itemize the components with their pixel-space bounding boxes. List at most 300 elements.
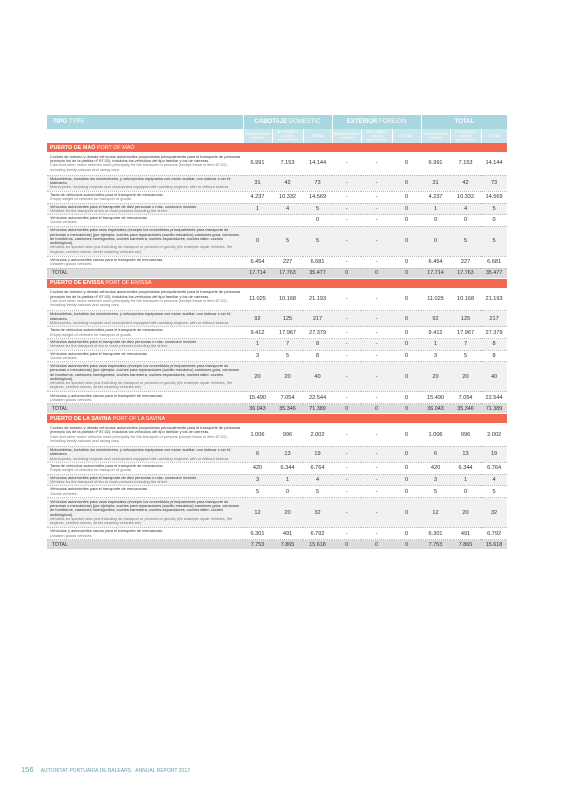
value-cell: 40 xyxy=(481,362,507,392)
value-cell: - xyxy=(332,339,361,351)
subheader-loaded: EMBARCADAS LOADED xyxy=(332,129,361,143)
value-cell: 1 xyxy=(450,474,481,486)
category-name-en: Cars and other motor vehicles used principally for the transport of persons (except those in item 87.02) including family saloons and racing cars. xyxy=(50,297,227,308)
table-row xyxy=(47,339,507,351)
vehicle-traffic-table xyxy=(47,115,507,549)
value-cell: - xyxy=(361,392,392,404)
value-cell: 0 xyxy=(392,288,421,311)
value-cell: 6.344 xyxy=(272,462,303,474)
category-description xyxy=(47,350,243,362)
category-name-es: Vehículos automóviles para el transporte de mercancías. xyxy=(50,486,148,492)
category-name-en: Goods vehicles. xyxy=(50,490,78,496)
category-name-en: Vehicles for the transport of ten or more persons including the driver. xyxy=(50,479,168,485)
table-row xyxy=(47,327,507,339)
group-domestic-es: CABOTAJE xyxy=(254,119,288,125)
type-header-es: TIPO xyxy=(53,119,68,125)
value-cell: 11.025 xyxy=(243,288,272,311)
section-title xyxy=(47,143,507,152)
value-cell: 491 xyxy=(272,528,303,540)
value-cell: 6.344 xyxy=(450,462,481,474)
value-cell: 5 xyxy=(450,350,481,362)
value-cell: 42 xyxy=(450,175,481,191)
category-name-es: Taras de vehículos automóviles para el transporte de mercancías. xyxy=(50,327,164,333)
category-name-en: Cars and other motor vehicles used principally for the transport of persons (except those in item 87.02) including family saloons and racing cars. xyxy=(50,162,227,172)
category-description xyxy=(47,256,243,268)
header-row xyxy=(47,115,507,129)
category-description xyxy=(47,191,243,203)
value-cell: 420 xyxy=(421,462,450,474)
value-cell: 0 xyxy=(392,362,421,392)
section-header-row xyxy=(47,414,507,423)
value-cell: 6 xyxy=(243,446,272,462)
value-cell: - xyxy=(361,191,392,203)
value-cell: 0 xyxy=(243,226,272,256)
value-cell: - xyxy=(361,486,392,498)
category-name-en: Vehicles for special uses (not including for transport or persons or goods) (for example repair vehicles, fire engines, cement mixers, street cleaning vehicles etc) xyxy=(50,515,233,526)
value-cell: 9.412 xyxy=(243,327,272,339)
value-cell: 32 xyxy=(481,498,507,528)
value-cell: 4 xyxy=(450,203,481,215)
value-cell: - xyxy=(332,462,361,474)
value-cell: 420 xyxy=(243,462,272,474)
table-row xyxy=(47,175,507,191)
category-description xyxy=(47,288,243,311)
value-cell: 20 xyxy=(421,362,450,392)
value-cell: 6.792 xyxy=(303,528,332,540)
total-value-cell: 0 xyxy=(332,404,361,414)
value-cell: 4.237 xyxy=(243,191,272,203)
value-cell: 31 xyxy=(421,175,450,191)
vehicle-traffic-table-sheet xyxy=(47,115,507,549)
category-description xyxy=(47,362,243,392)
value-cell: - xyxy=(332,215,361,227)
value-cell: - xyxy=(361,288,392,311)
value-cell: 6.454 xyxy=(243,256,272,268)
total-value-cell: 17.714 xyxy=(421,268,450,278)
value-cell: 8 xyxy=(481,339,507,351)
category-name-es: Vehículos y automóviles vacíos para el transporte de mercancías. xyxy=(50,392,164,398)
value-cell: 5 xyxy=(272,226,303,256)
value-cell: - xyxy=(361,226,392,256)
category-name-en: Unladen goods vehicles. xyxy=(50,396,93,402)
subheader-total: TOTAL xyxy=(481,129,507,143)
value-cell: 491 xyxy=(450,528,481,540)
category-name-es: Vehículos y automóviles vacíos para el transporte de mercancías. xyxy=(50,528,164,534)
value-cell: 0 xyxy=(392,392,421,404)
value-cell: 0 xyxy=(392,152,421,175)
footer-separator: · xyxy=(132,768,135,774)
table-row xyxy=(47,462,507,474)
category-name-en: Goods vehicles. xyxy=(50,219,78,225)
total-value-cell: 15.618 xyxy=(481,540,507,550)
section-title xyxy=(47,279,507,288)
value-cell: 10.332 xyxy=(450,191,481,203)
value-cell: 92 xyxy=(421,311,450,327)
category-name-es: Vehículos y automóviles vacíos para el transporte de mercancías. xyxy=(50,256,164,262)
value-cell: 0 xyxy=(392,339,421,351)
table-row xyxy=(47,498,507,528)
category-name-es: Motocicletas, incluidos los ciclomotores, y velocípedos equipados con motor auxiliar, con sidecar o sin él; sidecares. xyxy=(50,175,232,185)
value-cell: 10.168 xyxy=(450,288,481,311)
section-name-en: PORT OF MAÓ xyxy=(96,144,135,151)
category-description xyxy=(47,392,243,404)
value-cell: 8 xyxy=(303,339,332,351)
value-cell: 125 xyxy=(450,311,481,327)
category-name-es: Taras de vehículos automóviles para el transporte de mercancías. xyxy=(50,191,164,197)
category-description xyxy=(47,215,243,227)
section-name-es: PUERTO DE EIVISSA xyxy=(50,280,104,287)
total-row xyxy=(47,540,507,550)
value-cell: 0 xyxy=(450,215,481,227)
value-cell: 996 xyxy=(272,423,303,446)
category-description xyxy=(47,474,243,486)
total-value-cell: 0 xyxy=(392,268,421,278)
value-cell: 73 xyxy=(481,175,507,191)
subheader-loaded: EMBARCADAS LOADED xyxy=(243,129,272,143)
value-cell: 217 xyxy=(481,311,507,327)
value-cell: 5 xyxy=(481,203,507,215)
category-name-es: Coches de turismo y demás vehículos automóviles proyectados principalmente para el transporte de personas (excepto los de la partida nº 87.02), incluidos los vehículos del tipo familiar y los de carreras. xyxy=(50,425,241,435)
total-value-cell: 0 xyxy=(332,268,361,278)
total-value-cell: 35.477 xyxy=(481,268,507,278)
value-cell: 217 xyxy=(303,311,332,327)
value-cell: 0 xyxy=(392,256,421,268)
value-cell: 0 xyxy=(392,203,421,215)
value-cell: 13 xyxy=(450,446,481,462)
total-value-cell: 15.618 xyxy=(303,540,332,550)
value-cell: - xyxy=(332,486,361,498)
table-row xyxy=(47,362,507,392)
value-cell: - xyxy=(332,152,361,175)
value-cell: 17.967 xyxy=(272,327,303,339)
value-cell: - xyxy=(332,350,361,362)
value-cell: 0 xyxy=(392,191,421,203)
value-cell: 14.144 xyxy=(481,152,507,175)
value-cell: - xyxy=(361,215,392,227)
category-name-es: Vehículos automóviles para el transporte de mercancías. xyxy=(50,215,148,221)
value-cell: - xyxy=(332,191,361,203)
value-cell: 6.792 xyxy=(481,528,507,540)
category-description xyxy=(47,498,243,528)
value-cell: 7.153 xyxy=(450,152,481,175)
value-cell: 13 xyxy=(272,446,303,462)
table-row xyxy=(47,288,507,311)
value-cell: 15.490 xyxy=(421,392,450,404)
value-cell: 4 xyxy=(272,203,303,215)
value-cell: 32 xyxy=(303,498,332,528)
value-cell: - xyxy=(332,498,361,528)
category-name-en: Unladen goods vehicles. xyxy=(50,532,93,538)
value-cell: 12 xyxy=(421,498,450,528)
total-value-cell: 17.763 xyxy=(272,268,303,278)
table-row xyxy=(47,226,507,256)
value-cell xyxy=(243,215,272,227)
category-description xyxy=(47,423,243,446)
table-row xyxy=(47,256,507,268)
value-cell: - xyxy=(361,528,392,540)
value-cell: 8 xyxy=(481,350,507,362)
value-cell: 227 xyxy=(272,256,303,268)
category-name-es: Vehículos automóviles para usos especiales (excepto los concebidos principalmente para transporte de personas o mercancías) [por ejemplo: coches para reparaciones (auxilio mecánico) camiones grúa, camiones de bomberos, camiones hormigonera, coches barredera, coches esparcidores, coches taller, coches radiológicos]. xyxy=(50,498,240,517)
value-cell: 3 xyxy=(243,474,272,486)
group-foreign-es: EXTERIOR xyxy=(346,119,378,125)
value-cell: - xyxy=(361,152,392,175)
value-cell: 20 xyxy=(272,362,303,392)
category-name-en: Motorcycles, including mopeds and velocipedes equipped with auxiliary engines, with or without sidecar. xyxy=(50,184,230,190)
value-cell: 0 xyxy=(392,175,421,191)
category-description xyxy=(47,446,243,462)
value-cell: 5 xyxy=(243,486,272,498)
value-cell: 6.764 xyxy=(303,462,332,474)
value-cell: 21.193 xyxy=(303,288,332,311)
value-cell: - xyxy=(332,311,361,327)
group-domestic-en: DOMESTIC xyxy=(288,119,321,125)
subheader-total: TOTAL xyxy=(303,129,332,143)
category-description xyxy=(47,203,243,215)
value-cell: - xyxy=(332,528,361,540)
value-cell: - xyxy=(332,423,361,446)
value-cell: 42 xyxy=(272,175,303,191)
value-cell: - xyxy=(361,362,392,392)
value-cell: 27.379 xyxy=(481,327,507,339)
value-cell: 7.054 xyxy=(450,392,481,404)
value-cell: 1 xyxy=(421,203,450,215)
category-name-en: Unladen goods vehicles. xyxy=(50,261,93,267)
total-value-cell: 71.389 xyxy=(303,404,332,414)
total-value-cell: 0 xyxy=(361,540,392,550)
category-name-es: Taras de vehículos automóviles para el transporte de mercancías. xyxy=(50,463,164,469)
value-cell: 2.002 xyxy=(481,423,507,446)
value-cell: 5 xyxy=(450,226,481,256)
total-value-cell: 0 xyxy=(361,268,392,278)
value-cell: 1 xyxy=(243,339,272,351)
subheader-loaded: EMBARCADAS LOADED xyxy=(421,129,450,143)
category-description xyxy=(47,175,243,191)
value-cell: 0 xyxy=(392,215,421,227)
value-cell: 1 xyxy=(421,339,450,351)
value-cell: - xyxy=(361,327,392,339)
value-cell: 3 xyxy=(243,350,272,362)
value-cell: 20 xyxy=(450,498,481,528)
page-number: 156 xyxy=(21,765,34,774)
value-cell: 4 xyxy=(303,474,332,486)
value-cell: 27.379 xyxy=(303,327,332,339)
value-cell xyxy=(272,215,303,227)
total-row xyxy=(47,404,507,414)
value-cell: 22.544 xyxy=(303,392,332,404)
value-cell: - xyxy=(361,474,392,486)
value-cell: 20 xyxy=(272,498,303,528)
value-cell: 40 xyxy=(303,362,332,392)
value-cell: 7.153 xyxy=(272,152,303,175)
table-row xyxy=(47,474,507,486)
value-cell: - xyxy=(332,256,361,268)
category-name-es: Coches de turismo y demás vehículos automóviles proyectados principalmente para el transporte de personas (excepto los de la partida nº 87.02), incluidos los vehículos del tipo familiar y los de carreras. xyxy=(50,153,241,163)
value-cell: 0 xyxy=(392,226,421,256)
value-cell: 6.301 xyxy=(421,528,450,540)
value-cell: 0 xyxy=(421,215,450,227)
value-cell: - xyxy=(332,327,361,339)
value-cell: 0 xyxy=(272,486,303,498)
section-name-es: PUERTO DE LA SAVINA xyxy=(50,415,112,422)
table-row xyxy=(47,446,507,462)
value-cell: 20 xyxy=(243,362,272,392)
category-description xyxy=(47,486,243,498)
value-cell: 1.006 xyxy=(243,423,272,446)
category-description xyxy=(47,528,243,540)
category-name-en: Motorcycles, including mopeds and velocipedes equipped with auxiliary engines, with or without sidecar. xyxy=(50,319,230,325)
value-cell: 0 xyxy=(392,423,421,446)
total-value-cell: 0 xyxy=(392,404,421,414)
total-label: TOTAL xyxy=(47,268,243,278)
table-row xyxy=(47,311,507,327)
value-cell: - xyxy=(361,175,392,191)
value-cell: 14.569 xyxy=(303,191,332,203)
total-value-cell: 36.043 xyxy=(421,404,450,414)
value-cell: 4.237 xyxy=(421,191,450,203)
value-cell: 5 xyxy=(272,350,303,362)
category-name-es: Vehículos automóviles para el transporte de diez personas o más, conductor incluido. xyxy=(50,339,198,345)
value-cell: 0 xyxy=(421,226,450,256)
category-name-en: Vehicles for the transport of ten or more persons including the driver. xyxy=(50,207,168,213)
value-cell: - xyxy=(361,498,392,528)
value-cell: 6.991 xyxy=(421,152,450,175)
category-name-es: Motocicletas, incluidos los ciclomotores, y velocípedos equipados con motor auxiliar, con sidecar o sin él; sidecares. xyxy=(50,311,232,321)
group-header-total xyxy=(421,115,507,129)
table-row xyxy=(47,423,507,446)
total-value-cell: 36.043 xyxy=(243,404,272,414)
value-cell: 15.490 xyxy=(243,392,272,404)
value-cell: - xyxy=(332,474,361,486)
value-cell: - xyxy=(332,226,361,256)
type-column-header xyxy=(47,115,243,129)
subheader-total: TOTAL xyxy=(392,129,421,143)
category-name-en: Goods vehicles. xyxy=(50,355,78,361)
subheader-unloaded: DESEMBAR-CADAS UNLOADED xyxy=(272,129,303,143)
category-description xyxy=(47,339,243,351)
category-description xyxy=(47,311,243,327)
value-cell: - xyxy=(332,362,361,392)
page-footer xyxy=(21,765,190,774)
value-cell: 0 xyxy=(392,327,421,339)
value-cell: 20 xyxy=(450,362,481,392)
category-description xyxy=(47,226,243,256)
value-cell: - xyxy=(361,446,392,462)
value-cell: 6.991 xyxy=(243,152,272,175)
value-cell: - xyxy=(361,256,392,268)
value-cell: 7.054 xyxy=(272,392,303,404)
value-cell: 0 xyxy=(392,462,421,474)
subheader-blank xyxy=(47,129,243,143)
value-cell: 10.332 xyxy=(272,191,303,203)
group-foreign-en: FOREIGN xyxy=(379,119,407,125)
value-cell: 996 xyxy=(450,423,481,446)
total-value-cell: 7.753 xyxy=(421,540,450,550)
value-cell: 5 xyxy=(303,203,332,215)
category-description xyxy=(47,462,243,474)
table-row xyxy=(47,215,507,227)
category-name-en: Empty weight of vehicles for transport of goods. xyxy=(50,467,132,473)
total-value-cell: 35.477 xyxy=(303,268,332,278)
value-cell: 6.681 xyxy=(303,256,332,268)
value-cell: 6.454 xyxy=(421,256,450,268)
total-value-cell: 35.346 xyxy=(450,404,481,414)
section-header-row xyxy=(47,143,507,152)
group-header-domestic xyxy=(243,115,332,129)
total-label: TOTAL xyxy=(47,404,243,414)
category-name-en: Vehicles for the transport of ten or more persons including the driver. xyxy=(50,343,168,349)
value-cell: - xyxy=(332,175,361,191)
total-value-cell: 17.763 xyxy=(450,268,481,278)
value-cell: 10.168 xyxy=(272,288,303,311)
value-cell: 1 xyxy=(243,203,272,215)
section-name-es: PUERTO DE MAÓ xyxy=(50,144,96,151)
value-cell: - xyxy=(361,203,392,215)
subheader-unloaded: DESEMBAR-CADAS UNLOADED xyxy=(450,129,481,143)
value-cell: - xyxy=(361,339,392,351)
category-name-en: Cars and other motor vehicles used principally for the transport of persons (except those in item 87.02) including family saloons and racing cars. xyxy=(50,433,227,443)
value-cell: - xyxy=(332,288,361,311)
total-value-cell: 0 xyxy=(361,404,392,414)
table-row xyxy=(47,350,507,362)
group-total-es: TOTAL xyxy=(454,119,475,125)
value-cell: 8 xyxy=(303,350,332,362)
value-cell: 4 xyxy=(481,474,507,486)
table-row xyxy=(47,392,507,404)
value-cell: 2.002 xyxy=(303,423,332,446)
category-description xyxy=(47,152,243,175)
value-cell: 0 xyxy=(392,486,421,498)
section-name-en: PORT OF LA SAVINA xyxy=(112,415,166,422)
value-cell: 0 xyxy=(392,446,421,462)
value-cell: - xyxy=(332,203,361,215)
table-row xyxy=(47,486,507,498)
category-name-es: Coches de turismo y demás vehículos automóviles proyectados principalmente para el transporte de personas (excepto los de la partida nº 87.02), incluidos los vehículos del tipo familiar y los de carreras. xyxy=(50,289,241,299)
subheader-unloaded: DESEMBAR-CADAS UNLOADED xyxy=(361,129,392,143)
value-cell: 5 xyxy=(481,226,507,256)
value-cell: 14.569 xyxy=(481,191,507,203)
category-name-es: Motocicletas, incluidos los ciclomotores, y velocípedos equipados con motor auxiliar, con sidecar o sin él; sidecares. xyxy=(50,446,232,457)
category-name-es: Vehículos automóviles para usos especiales (excepto los concebidos principalmente para transporte de personas o mercancías) [por ejemplo: coches para reparaciones (auxilio mecánico) camiones grúa, camiones de bomberos, camiones hormigonera, coches barredera, coches esparcidores, coches taller, coches radiológicos]. xyxy=(50,362,240,381)
value-cell: 22.544 xyxy=(481,392,507,404)
section-title xyxy=(47,414,507,423)
value-cell: 12 xyxy=(243,498,272,528)
value-cell: 0 xyxy=(450,486,481,498)
value-cell: 1 xyxy=(272,474,303,486)
category-description xyxy=(47,327,243,339)
category-name-en: Empty weight of vehicles for transport of goods. xyxy=(50,331,132,337)
value-cell: 19 xyxy=(303,446,332,462)
total-value-cell: 35.346 xyxy=(272,404,303,414)
value-cell: 7 xyxy=(450,339,481,351)
value-cell: 125 xyxy=(272,311,303,327)
value-cell: 17.967 xyxy=(450,327,481,339)
value-cell: 7 xyxy=(272,339,303,351)
value-cell: 5 xyxy=(421,486,450,498)
table-row xyxy=(47,191,507,203)
table-row xyxy=(47,152,507,175)
category-name-es: Vehículos automóviles para el transporte de diez personas o más, conductor incluido. xyxy=(50,474,198,480)
value-cell: 6.764 xyxy=(481,462,507,474)
section-name-en: PORT OF EIVISSA xyxy=(105,280,152,287)
value-cell: 14.144 xyxy=(303,152,332,175)
value-cell: - xyxy=(361,423,392,446)
value-cell: 0 xyxy=(392,474,421,486)
value-cell: - xyxy=(361,350,392,362)
value-cell: 19 xyxy=(481,446,507,462)
footer-report: ANNUAL REPORT 2012 xyxy=(135,768,190,774)
total-label: TOTAL xyxy=(47,540,243,550)
